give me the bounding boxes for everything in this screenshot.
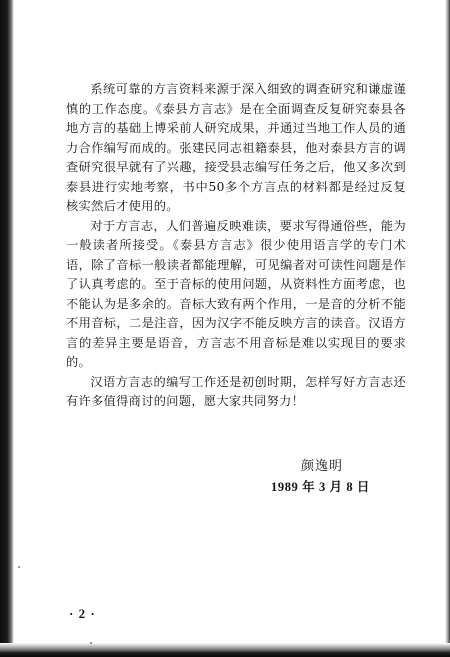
body-text: [66, 80, 406, 412]
paragraph-2: 对于方言志，人们普遍反映难读，要求写得通俗些，能为一般读者所接受。《泰县方言志》很少使用语言学的专门术语，除了音标一般读者都能理解，可见编者对可读性问题是作了认真考虑的。至于音标的使用问题，从资料性方面考虑，也不能认为是多余的。音标大致有两个作用，一是音的分析不能不用音标，二是注音，因为汉字不能反映方言的读音。汉语方言的差异主要是语音，方言志不用音标是难以实现目的要求的。: [66, 218, 406, 369]
scan-speck: [18, 566, 20, 568]
scan-edge-bottom: [0, 643, 450, 657]
scan-speck: [90, 642, 92, 644]
paragraph-1: 系统可靠的方言资料来源于深入细致的调查研究和谦虚谨慎的工作态度。《泰县方言志》是在全面调查反复研究泰县各地方言的基础上博采前人研究成果，并通过当地工作人员的通力合作编写而成的。张建民同志祖籍泰县，他对泰县方言的调查研究很早就有了兴趣，接受县志编写任务之后，他又多次到泰县进行实地考察，书中50多个方言点的材料都是经过反复核实然后才使用的。: [66, 82, 406, 213]
scan-edge-left: [0, 0, 14, 657]
author-name: 颜逸明: [301, 459, 344, 474]
scan-edge-right: [445, 0, 450, 657]
signature-date: 1989 年 3 月 8 日: [271, 480, 371, 494]
paragraph-3: 汉语方言志的编写工作还是初创时期，怎样写好方言志还有许多值得商讨的问题，愿大家共同努力！: [66, 374, 406, 408]
page-number: · 2 ·: [69, 606, 96, 621]
